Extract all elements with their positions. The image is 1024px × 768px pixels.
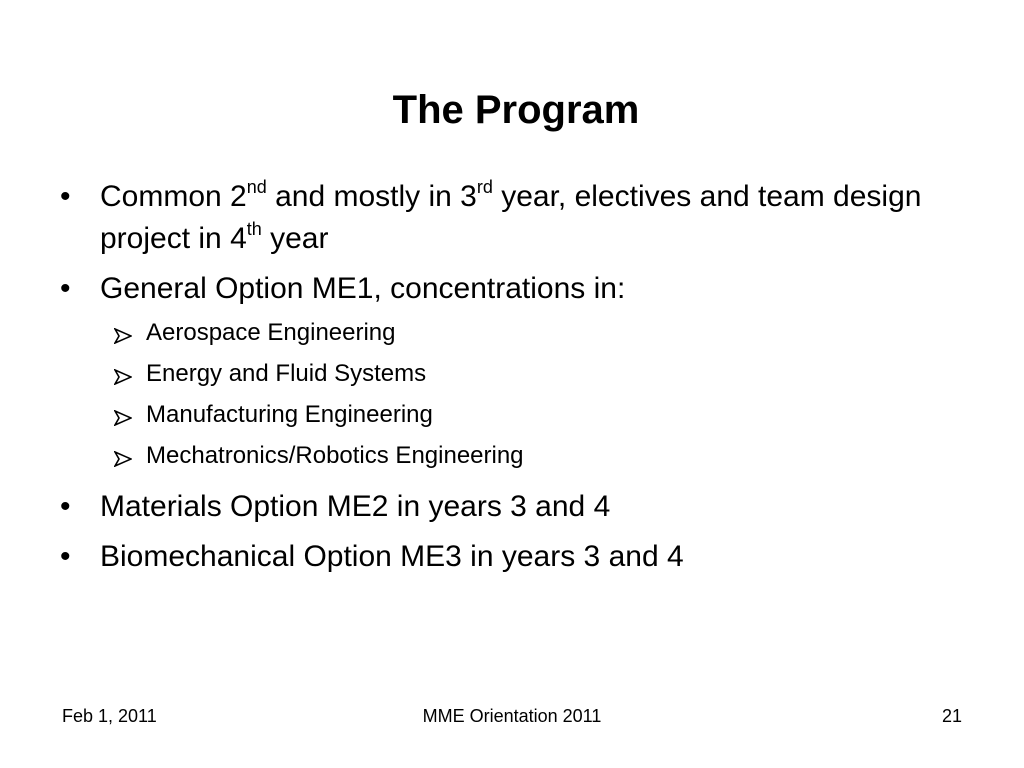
sub-bullet-item bbox=[60, 359, 960, 389]
sub-bullet-text: Energy and Fluid Systems bbox=[146, 360, 427, 387]
bullet-item bbox=[60, 536, 960, 578]
bullet-text: General Option ME1, concentrations in: bbox=[100, 272, 626, 305]
sub-bullet-item bbox=[60, 400, 960, 430]
arrow-head-icon bbox=[114, 451, 140, 467]
bullet-item bbox=[60, 486, 960, 528]
bullet-icon: • bbox=[60, 272, 71, 305]
slide-number: 21 bbox=[941, 706, 962, 726]
bullet-icon: • bbox=[60, 490, 71, 523]
sub-bullet-text: Aerospace Engineering bbox=[146, 319, 396, 346]
bullet-item bbox=[60, 268, 960, 310]
bullet-text: Materials Option ME2 in years 3 and 4 bbox=[100, 490, 611, 523]
arrow-head-icon bbox=[114, 328, 140, 344]
arrow-head-icon bbox=[114, 410, 140, 426]
bullet-item bbox=[60, 176, 960, 260]
arrow-head-icon bbox=[114, 369, 140, 385]
bullet-text: Biomechanical Option ME3 in years 3 and 4 bbox=[100, 540, 684, 573]
slide-body bbox=[60, 176, 960, 586]
footer-title: MME Orientation 2011 bbox=[422, 706, 602, 726]
sub-bullet-item bbox=[60, 441, 960, 471]
footer-date: Feb 1, 2011 bbox=[62, 706, 157, 726]
sub-bullet-text: Manufacturing Engineering bbox=[146, 401, 433, 428]
bullet-text: Common 2nd and mostly in 3rd year, electives and team design project in 4th year bbox=[100, 177, 922, 255]
sub-bullet-text: Mechatronics/Robotics Engineering bbox=[146, 442, 524, 469]
slide-title: The Program bbox=[392, 88, 640, 132]
bullet-icon: • bbox=[60, 180, 71, 213]
sub-bullet-item bbox=[60, 318, 960, 348]
bullet-icon: • bbox=[60, 540, 71, 573]
